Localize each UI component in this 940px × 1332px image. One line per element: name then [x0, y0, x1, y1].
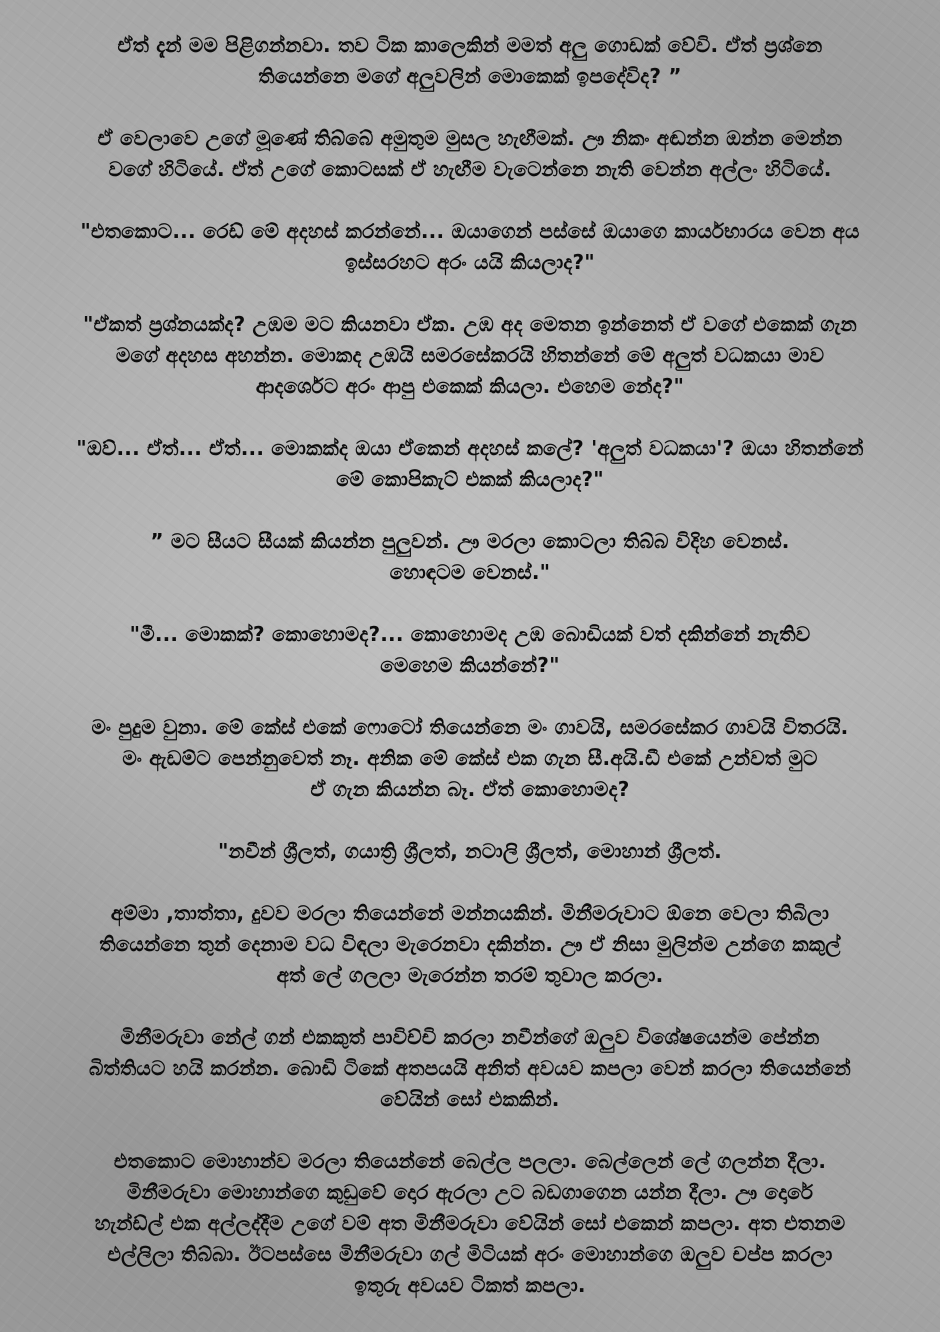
text-line: අත් ලේ ගලලා මැරෙන්න තරම් තුවාල කරලා. — [276, 963, 664, 987]
text-line: තියෙන්නෙ මගේ අලුවලින් මොකෙක් ඉපදේවිද? ” — [258, 64, 682, 88]
text-line: අම්මා ,තාත්තා, දුවව මරලා තියෙන්නේ මන්නයකින්. මිනීමරුවාට ඕනෙ වෙලා තිබිලා — [110, 901, 830, 925]
text-line: වේයින් සෝ එකකින්. — [380, 1087, 560, 1111]
paragraph-9 — [22, 836, 918, 867]
text-line: බිත්තියට හයි කරන්න. බොඩි ටිකේ අතපයයි අනිත් අවයව කපලා වෙන් කරලා තියෙන්නේ — [89, 1056, 851, 1080]
paragraph-11 — [22, 1022, 918, 1115]
paragraph-8 — [22, 712, 918, 805]
emphasized-line: හොඳටම වෙනස්." — [389, 560, 551, 584]
paragraph-1 — [22, 30, 918, 92]
paragraph-7 — [22, 619, 918, 681]
text-line: තියෙන්නෙ තුන් දෙනාම වධ විඳලා මැරෙනවා දකින්න. ඌ ඒ නිසා මුලින්ම උන්ගෙ කකුල් — [99, 932, 841, 956]
text-line: "එතකොට... රෙඩ් මේ අදහස් කරන්නේ... ඔයාගෙන් පස්සේ ඔයාගෙ කාර්යභාරය වෙන අය — [80, 219, 860, 243]
text-line: මෙහෙම කියන්නේ?" — [380, 653, 560, 677]
paragraph-5 — [22, 433, 918, 495]
text-line: "ඒකත් ප්‍රශ්නයක්ද? උඹම මට කියනවා ඒක. උඹ අද මෙතන ඉන්නෙත් ඒ වගේ එකෙක් ගැන — [83, 312, 857, 336]
text-line: වගේ හිටියේ. ඒත් උගේ කොටසක් ඒ හැඟීම වැටෙන්නෙ නැති වෙන්න අල්ලං හිටියේ. — [108, 157, 832, 181]
paragraph-12 — [22, 1146, 918, 1301]
text-line: මේ කොපිකැට් එකක් කියලාද?" — [336, 467, 604, 491]
text-line: මං පුදුම වුනා. මේ කේස් එකේ ෆොටෝ තියෙන්නෙ මං ගාවයි, සමරසේකර ගාවයි විතරයි. — [91, 715, 849, 739]
text-line: මිනීමරුවා නේල් ගන් එකකුත් පාවිච්චි කරලා නවීන්ගේ ඔලුව විශේෂයෙන්ම පේන්න — [120, 1025, 820, 1049]
text-line: ඒ වෙලාවෙ උගේ මූණේ තිබ්බේ අමුතුම මුසල හැඟීමක්. ඌ නිකං අඬන්න ඔන්න මෙන්න — [97, 126, 843, 150]
paragraph-3 — [22, 216, 918, 278]
text-line: මං ඇඩම්ට පෙන්නුවෙත් නෑ. අනික මේ කේස් එක ගැන සී.අයි.ඩී එකේ උන්වත් මුට — [122, 746, 818, 770]
text-line: මිනීමරුවා මොහාන්ගෙ කුඩුවේ දොර ඇරලා උට බඩගාගෙන යන්න දීලා. ඌ දොරේ — [126, 1180, 814, 1204]
paragraph-4 — [22, 309, 918, 402]
story-text — [22, 30, 918, 1332]
paragraph-10 — [22, 898, 918, 991]
text-line: ඒ ගැන කියන්න බෑ. ඒත් කොහොමද? — [310, 777, 630, 801]
text-line: ඒත් දැන් මම පිළිගන්නවා. තව ටික කාලෙකින් මමත් අලු ගොඩක් වේවි. ඒත් ප්‍රශ්නෙ — [117, 33, 823, 57]
paragraph-6 — [22, 526, 918, 588]
text-line: ඉතුරු අවයව ටිකත් කපලා. — [354, 1273, 586, 1297]
text-line: "ඔව්... ඒත්... ඒත්... මොකක්ද ඔයා ඒකෙන් අදහස් කලේ? 'අලුත් වධකයා'? ඔයා හිතන්නේ — [76, 436, 864, 460]
text-line: එතකොට මොහාන්ව මරලා තියෙන්නේ බෙල්ල පලලා. බෙල්ලෙන් ලේ ගලන්න දීලා. — [113, 1149, 827, 1173]
paragraph-2 — [22, 123, 918, 185]
text-line: ආදර්ශෙට අරං ආපු එකෙක් කියලා. එහෙම නේද?" — [255, 374, 685, 398]
text-line: ඉස්සරහට අරං යයි කියලාද?" — [345, 250, 595, 274]
text-line: මගේ අදහස අහන්න. මොකද උඹයි සමරසේකරයි හිතන්නේ මේ අලුත් වධකයා මාව — [115, 343, 825, 367]
text-line: එල්ලිලා තිබ්බා. ඊටපස්සෙ මිනීමරුවා ගල් මිටියක් අරං මොහාන්ගෙ ඔලුව චප්ප කරලා — [107, 1242, 833, 1266]
text-line: "මී... මොකක්? කොහොමද?... කොහොමද උඹ බොඩියක් වත් දකින්නේ නැතිව — [129, 622, 811, 646]
text-line: "නවීන් ශ්‍රීලත්, ගයාත්‍රි ශ්‍රීලත්, නටාලි ශ්‍රීලත්, මොහාන් ශ්‍රීලත්. — [218, 839, 722, 863]
text-line: හැන්ඩ්ල් එක අල්ලද්දීම උගේ වම් අත මිනීමරුවා වේයින් සෝ එකෙන් කපලා. අත එතනම — [94, 1211, 846, 1235]
text-line: ” මට සීයට සීයක් කියන්න පුලුවන්. ඌ මරලා කොටලා තිබ්බ විදිහ වෙනස්. — [150, 529, 790, 553]
